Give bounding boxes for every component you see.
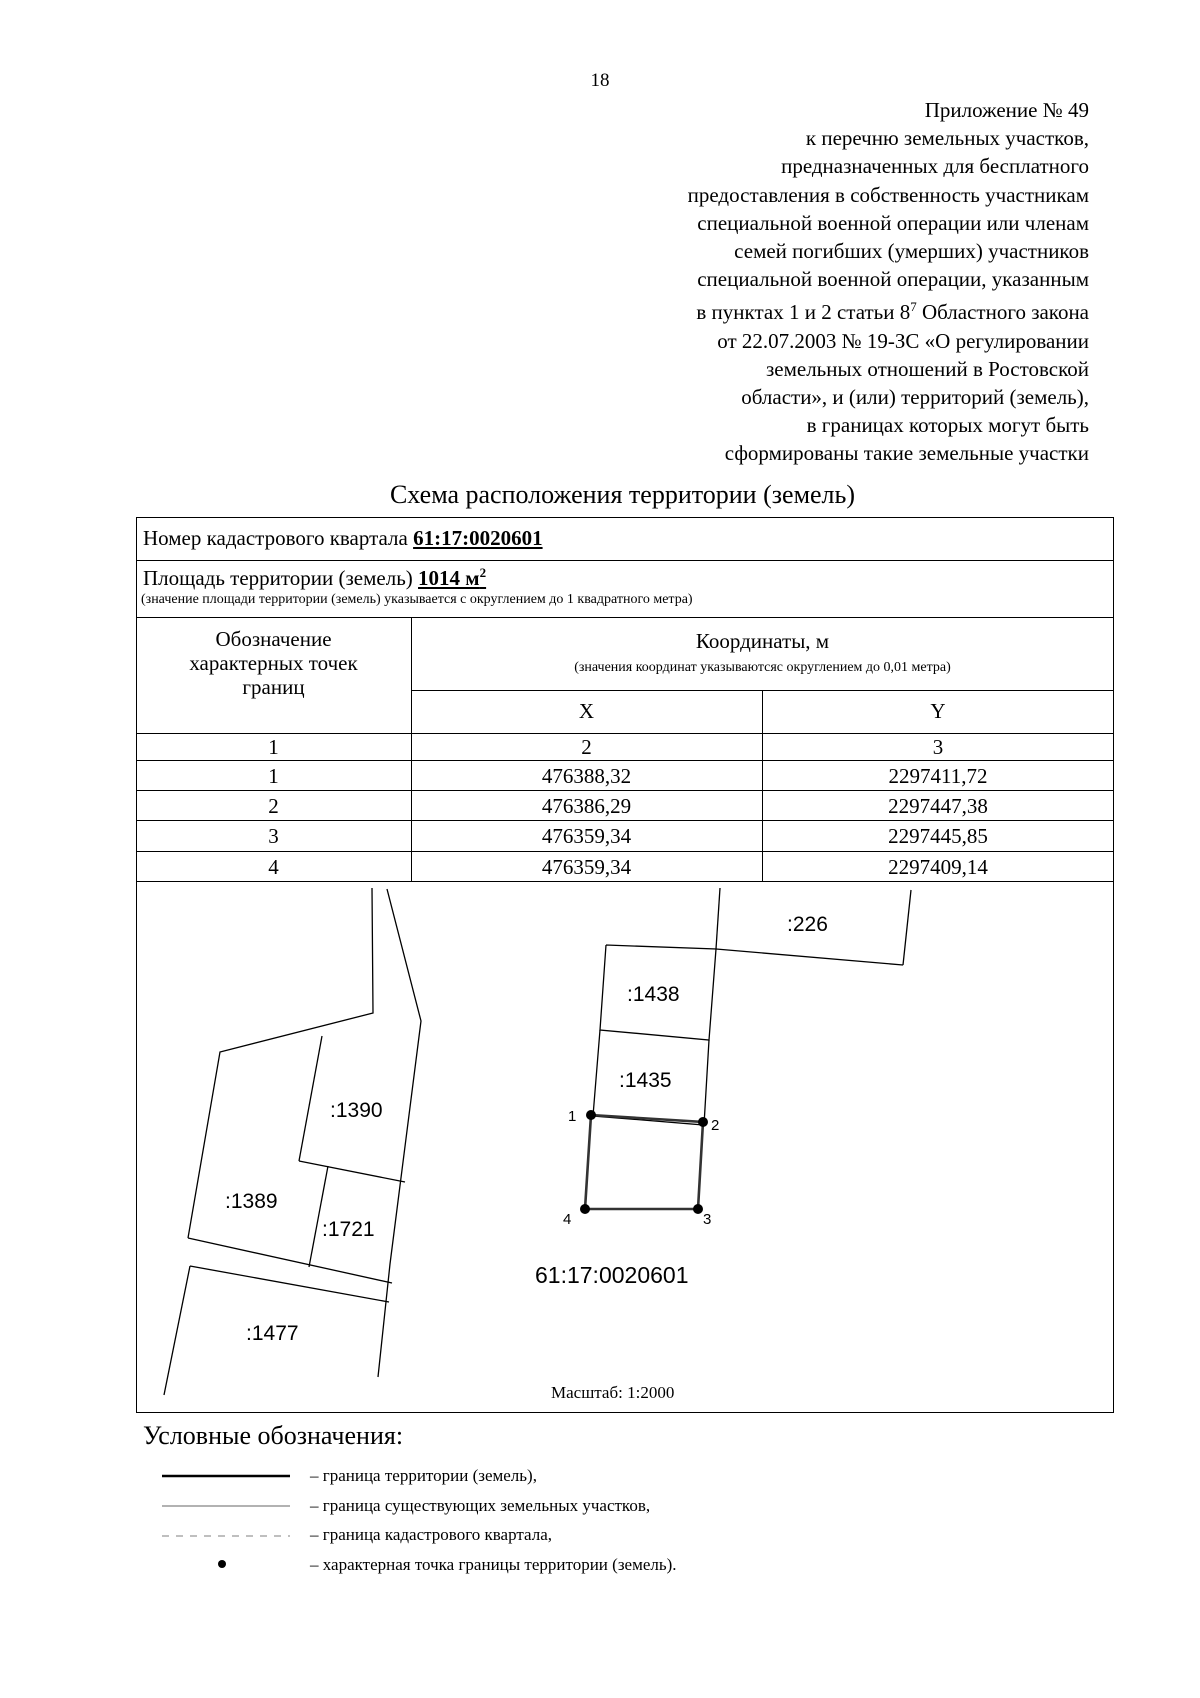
parcel-boundary — [164, 1266, 190, 1395]
map-scale: Масштаб: 1:2000 — [551, 1383, 675, 1402]
y-coordinate: 2297445,85 — [888, 824, 988, 848]
divider — [136, 820, 1114, 821]
divider — [136, 790, 1114, 791]
parcel-label: :1435 — [619, 1069, 672, 1092]
legend-point-icon — [218, 1560, 226, 1568]
parcel-label: :1389 — [225, 1190, 278, 1213]
legend-item: – граница существующих земельных участков, — [310, 1496, 651, 1515]
characteristic-point — [698, 1117, 708, 1127]
divider — [136, 617, 1114, 618]
x-header: X — [578, 699, 595, 723]
parcel-boundary — [299, 1161, 405, 1182]
x-coordinate: 476359,34 — [541, 824, 632, 848]
parcel-boundary — [716, 888, 720, 949]
quarter-label: 61:17:0020601 — [535, 1262, 689, 1288]
parcel-label: :226 — [787, 913, 828, 936]
appendix-line: сформированы такие земельные участки — [724, 441, 1089, 466]
characteristic-point — [586, 1110, 596, 1120]
territory-boundary — [585, 1115, 703, 1209]
point-label: 3 — [703, 1211, 712, 1228]
point-id: 2 — [268, 794, 279, 818]
cadastral-row — [143, 526, 543, 551]
parcel-boundary — [378, 889, 421, 1377]
article-superscript: 7 — [910, 299, 917, 315]
divider — [136, 560, 1114, 561]
appendix-line: семей погибших (умерших) участников — [734, 239, 1089, 264]
x-coordinate: 476386,29 — [541, 794, 632, 818]
scheme-title: Схема расположения территории (земель) — [389, 480, 856, 509]
appendix-header — [569, 96, 1089, 468]
x-coordinate: 476388,32 — [541, 764, 632, 788]
coords-note: (значения координат указываютсяс округлением до 0,01 метра) — [574, 660, 951, 675]
cadastral-label: Номер кадастрового квартала — [143, 526, 408, 550]
appendix-line: области», и (или) территорий (земель), — [741, 385, 1089, 410]
coords-header: Координаты, м — [695, 629, 830, 653]
divider — [136, 760, 1114, 761]
column-number: 3 — [932, 735, 944, 759]
page-number: 18 — [590, 70, 610, 91]
divider — [136, 851, 1114, 852]
column-number: 2 — [581, 735, 592, 759]
area-label: Площадь территории (земель) — [143, 566, 413, 590]
points-header — [136, 627, 411, 699]
appendix-line: Приложение № 49 — [924, 98, 1089, 122]
parcel-label: :1721 — [322, 1218, 375, 1241]
point-id: 4 — [268, 855, 279, 879]
legend-symbols — [150, 1462, 300, 1582]
y-coordinate: 2297409,14 — [888, 855, 988, 879]
characteristic-point — [693, 1204, 703, 1214]
parcel-boundary — [188, 1238, 392, 1283]
parcel-boundary — [299, 1036, 322, 1161]
area-value: 1014 м — [418, 566, 480, 590]
points-header-line: Обозначение — [215, 627, 332, 651]
parcel-boundary — [309, 1166, 328, 1267]
parcel-boundary — [190, 1266, 389, 1302]
point-id: 3 — [268, 824, 279, 848]
parcel-label: :1390 — [330, 1099, 383, 1122]
area-row — [143, 565, 486, 591]
points-header-line: характерных точек — [189, 651, 358, 675]
appendix-line: к перечню земельных участков, — [805, 126, 1089, 151]
appendix-line: земельных отношений в Ростовской — [765, 356, 1089, 381]
point-label: 2 — [711, 1117, 720, 1134]
appendix-line-start: в пунктах 1 и 2 статьи 8 — [696, 300, 911, 325]
appendix-line: в границах которых могут быть — [806, 413, 1089, 438]
point-label: 1 — [568, 1108, 577, 1125]
parcel-boundary — [903, 890, 911, 965]
area-unit-sup: 2 — [479, 565, 487, 580]
point-label: 4 — [563, 1211, 572, 1228]
characteristic-point — [580, 1204, 590, 1214]
appendix-line: предоставления в собственность участникам — [687, 182, 1089, 207]
divider — [136, 733, 1114, 734]
appendix-line: предназначенных для бесплатного — [781, 154, 1089, 179]
parcel-label: :1477 — [246, 1322, 299, 1345]
point-id: 1 — [268, 764, 279, 788]
legend-item: – граница территории (земель), — [310, 1466, 537, 1485]
column-number: 1 — [268, 735, 279, 759]
y-coordinate: 2297411,72 — [888, 764, 988, 788]
parcel-boundary — [188, 888, 373, 1238]
x-coordinate: 476359,34 — [541, 855, 632, 879]
appendix-line: от 22.07.2003 № 19-ЗС «О регулировании — [717, 328, 1089, 353]
appendix-line-end: Областного закона — [916, 300, 1089, 325]
legend-item: – характерная точка границы территории (земель). — [310, 1555, 677, 1574]
points-header-line: границ — [242, 675, 305, 699]
parcel-boundary — [716, 949, 903, 965]
y-coordinate: 2297447,38 — [888, 794, 988, 818]
cadastral-map — [137, 882, 1113, 1411]
y-header: Y — [930, 699, 946, 723]
parcel-label: :1438 — [627, 983, 680, 1006]
appendix-line — [569, 293, 1089, 326]
legend-title: Условные обозначения: — [143, 1421, 404, 1450]
area-note: (значение площади территории (земель) указывается с округлением до 1 квадратного метра) — [141, 592, 693, 607]
legend-item: – граница кадастрового квартала, — [310, 1525, 552, 1544]
appendix-line: специальной военной операции или членам — [697, 210, 1089, 235]
appendix-line: специальной военной операции, указанным — [697, 267, 1089, 292]
cadastral-number: 61:17:0020601 — [413, 526, 543, 550]
